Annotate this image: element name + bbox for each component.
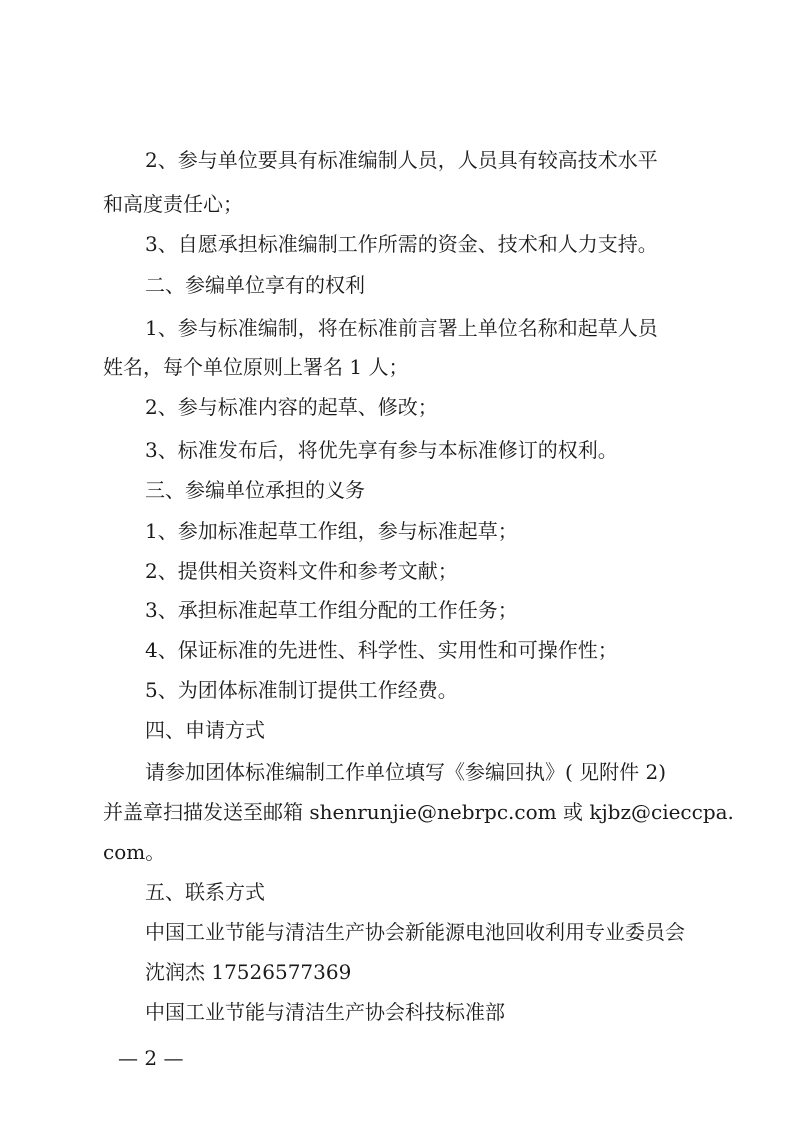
text-line: com。 [103,840,166,864]
text-line: 2、提供相关资料文件和参考文献； [145,559,458,583]
text-line: 1、参加标准起草工作组，参与标准起草； [145,519,518,543]
text-line: 3、标准发布后，将优先享有参与本标准修订的权利。 [145,438,618,462]
text-line: 中国工业节能与清洁生产协会科技标准部 [145,1000,505,1024]
text-line: 姓名，每个单位原则上署名 1 人； [103,355,409,379]
text-line: 请参加团体标准编制工作单位填写《参编回执》( 见附件 2) [145,760,667,784]
text-line: 2、参与标准内容的起草、修改； [145,395,438,419]
text-line: 4、保证标准的先进性、科学性、实用性和可操作性； [145,638,618,662]
section-heading: 四、申请方式 [145,718,265,742]
section-heading: 二、参编单位享有的权利 [145,273,365,297]
text-line: 和高度责任心； [103,192,243,216]
text-line: 中国工业节能与清洁生产协会新能源电池回收利用专业委员会 [145,920,685,944]
text-line: 2、参与单位要具有标准编制人员，人员具有较高技术水平 [145,148,658,172]
text-line: 5、为团体标准制订提供工作经费。 [145,678,458,702]
page-number: — 2 — [118,1046,184,1070]
text-line: 并盖章扫描发送至邮箱 shenrunjie@nebrpc.com 或 kjbz@cieccpa. [103,800,734,824]
text-line: 1、参与标准编制，将在标准前言署上单位名称和起草人员 [145,316,658,340]
section-heading: 五、联系方式 [145,880,265,904]
text-line: 沈润杰 17526577369 [145,960,352,984]
section-heading: 三、参编单位承担的义务 [145,478,365,502]
text-line: 3、自愿承担标准编制工作所需的资金、技术和人力支持。 [145,232,658,256]
text-line: 3、承担标准起草工作组分配的工作任务； [145,598,518,622]
